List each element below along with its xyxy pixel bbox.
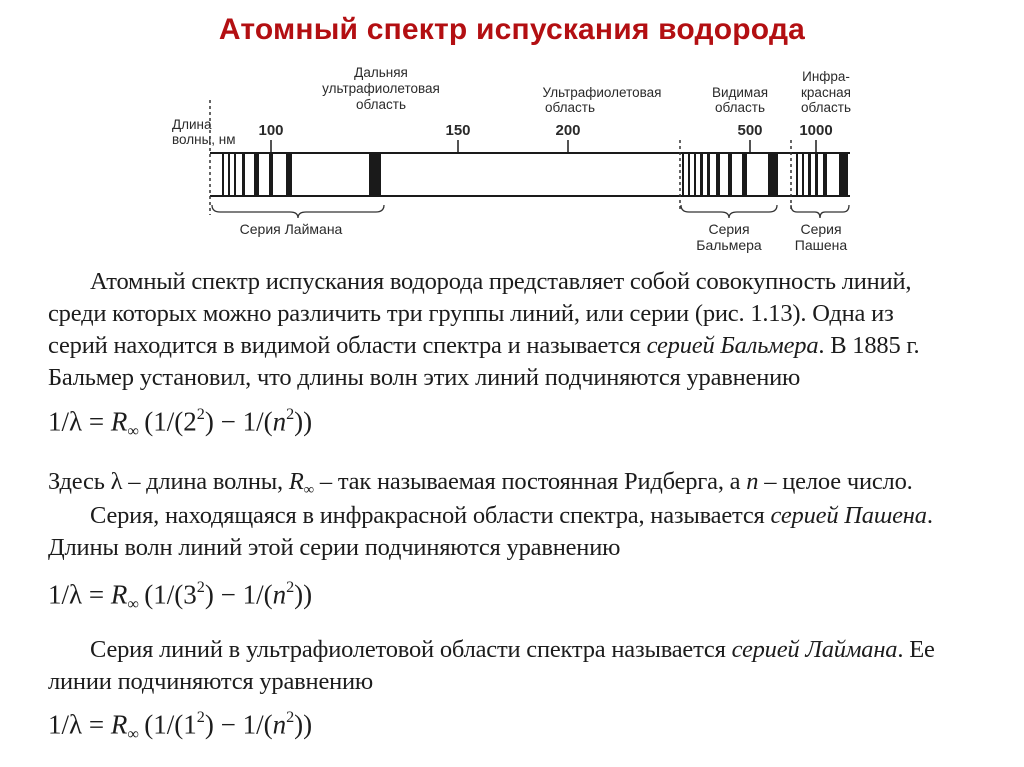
wavelength-label-line1: Длина xyxy=(172,117,212,132)
paragraph-lyman-line2: линии подчиняются уравнению xyxy=(48,668,374,695)
paragraph-intro-line3: серий находится в видимой области спектра и называется серией Бальмера. В 1885 г. xyxy=(48,332,920,359)
spectral-line xyxy=(369,153,381,196)
region-ir-label: Инфра- xyxy=(802,69,850,84)
lyman-brace xyxy=(212,205,384,218)
balmer-lines xyxy=(682,153,778,196)
series-lyman-label: Серия Лаймана xyxy=(239,221,343,237)
paragraph-intro-line1: Атомный спектр испускания водорода представляет собой совокупность линий, xyxy=(90,268,912,295)
series-balmer-label: Серия xyxy=(708,221,750,237)
spectral-line xyxy=(728,153,732,196)
paschen-term: серией Пашена xyxy=(770,502,927,529)
region-far-uv-label: область xyxy=(356,97,406,112)
paragraph-paschen-line2: Длины волн линий этой серии подчиняются уравнению xyxy=(48,534,621,561)
region-uv-label: Ультрафиолетовая xyxy=(542,85,662,100)
lyman-lines xyxy=(222,153,381,196)
paschen-formula: $1/\lambda = R_\infty$ $(1/(3^2) - 1/(n^2))$ xyxy=(48,578,313,613)
tick-label: 150 xyxy=(445,122,471,139)
lyman-term: серией Лаймана xyxy=(731,636,898,663)
balmer-term: серией Бальмера xyxy=(646,332,819,359)
wavelength-label-line2: волны, нм xyxy=(172,132,236,147)
tick-marks xyxy=(271,140,816,153)
spectral-line xyxy=(234,153,236,196)
region-ir-label: область xyxy=(801,100,851,115)
balmer-formula: $1/\lambda = R_\infty$ $(1/(2^2) - 1/(n^2))$ xyxy=(48,405,313,440)
series-paschen-label: Пашена xyxy=(794,237,848,253)
spectral-line xyxy=(286,153,292,196)
series-balmer-label: Бальмера xyxy=(696,237,762,253)
paragraph-intro-line2: среди которых можно различить три группы линий, или серии (рис. 1.13). Одна из xyxy=(48,300,894,327)
series-paschen-label: Серия xyxy=(800,221,842,237)
spectral-line xyxy=(222,153,224,196)
region-uv-label: область xyxy=(545,100,595,115)
tick-label: 500 xyxy=(737,122,763,139)
tick-label: 200 xyxy=(555,122,581,139)
tick-label: 100 xyxy=(258,122,284,139)
region-far-uv-label: Дальняя xyxy=(354,65,408,80)
spectral-line xyxy=(269,153,273,196)
spectral-line xyxy=(716,153,720,196)
page-title: Атомный спектр испускания водорода xyxy=(218,13,806,46)
spectral-line xyxy=(802,153,804,196)
paragraph-paschen-line1: Серия, находящаяся в инфракрасной области спектра, называется серией Пашена. xyxy=(90,502,933,529)
spectral-line xyxy=(682,153,684,196)
spectral-line xyxy=(228,153,230,196)
paragraph-lyman-line1: Серия линий в ультрафиолетовой области спектра называется серией Лаймана. Ее xyxy=(90,636,935,663)
spectral-line xyxy=(242,153,245,196)
paschen-brace xyxy=(791,205,849,218)
region-visible-label: Видимая xyxy=(711,85,769,100)
paragraph-definitions: Здесь λ – длина волны, $R_\infty$ – так называемая постоянная Ридберга, а n – целое число. xyxy=(48,468,913,499)
spectral-line xyxy=(796,153,798,196)
region-far-uv-label: ультрафиолетовая xyxy=(322,81,440,96)
lyman-formula: $1/\lambda = R_\infty$ $(1/(1^2) - 1/(n^2))$ xyxy=(48,708,313,743)
spectral-line xyxy=(768,153,778,196)
spectral-line xyxy=(839,153,848,196)
tick-label: 1000 xyxy=(799,122,833,139)
spectral-line xyxy=(808,153,811,196)
spectral-line xyxy=(694,153,696,196)
spectral-line xyxy=(823,153,827,196)
balmer-brace xyxy=(681,205,777,218)
region-ir-label: красная xyxy=(801,85,851,100)
spectral-line xyxy=(688,153,690,196)
spectrum-diagram xyxy=(0,0,1024,260)
spectral-line xyxy=(707,153,710,196)
paragraph-intro-line4: Бальмер установил, что длины волн этих линий подчиняются уравнению xyxy=(48,364,801,391)
region-visible-label: область xyxy=(715,100,765,115)
spectral-line xyxy=(742,153,747,196)
paschen-lines xyxy=(796,153,848,196)
spectral-line xyxy=(700,153,703,196)
spectral-line xyxy=(254,153,259,196)
spectral-line xyxy=(815,153,818,196)
